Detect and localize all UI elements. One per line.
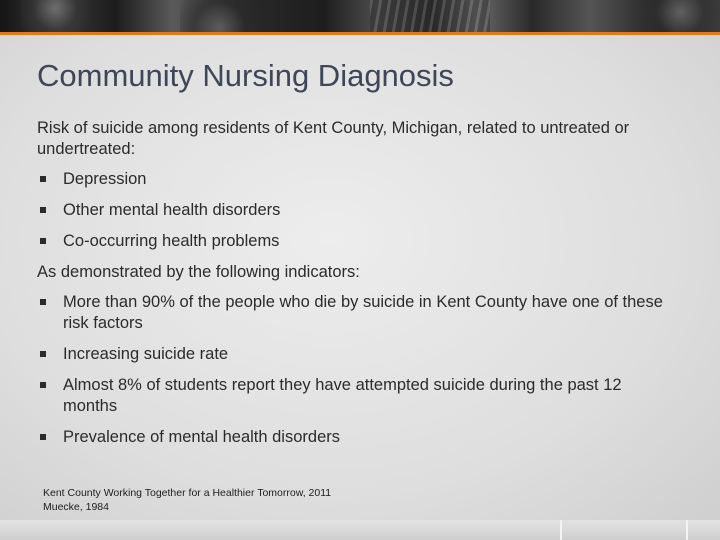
banner-texture xyxy=(370,0,490,32)
banner-texture xyxy=(610,0,720,32)
square-bullet-icon xyxy=(40,176,46,182)
risk-factor-item xyxy=(37,200,677,221)
risk-factor-label: Other mental health disorders xyxy=(63,201,281,219)
accent-rule xyxy=(0,32,720,35)
indicator-label: More than 90% of the people who die by suicide in Kent County have one of these risk factors xyxy=(63,293,663,332)
risk-factor-label: Co-occurring health problems xyxy=(63,232,280,250)
risk-factor-item xyxy=(37,169,677,190)
square-bullet-icon xyxy=(40,238,46,244)
indicator-item xyxy=(37,375,677,417)
square-bullet-icon xyxy=(40,299,46,305)
footer-segment xyxy=(562,520,686,540)
indicator-label: Increasing suicide rate xyxy=(63,345,229,363)
footer-segment xyxy=(688,520,720,540)
indicator-label: Almost 8% of students report they have attempted suicide during the past 12 months xyxy=(63,376,622,415)
square-bullet-icon xyxy=(40,434,46,440)
header-banner-image xyxy=(0,0,720,32)
slide-title: Community Nursing Diagnosis xyxy=(37,58,454,93)
reference-line: Kent County Working Together for a Healthier Tomorrow, 2011 xyxy=(43,487,332,499)
references xyxy=(43,486,331,514)
footer-decoration xyxy=(0,520,720,540)
risk-factor-label: Depression xyxy=(63,170,147,188)
indicator-item xyxy=(37,292,677,334)
square-bullet-icon xyxy=(40,382,46,388)
slide-body xyxy=(37,118,677,458)
footer-segment xyxy=(0,520,560,540)
risk-factor-item xyxy=(37,231,677,252)
square-bullet-icon xyxy=(40,351,46,357)
indicator-label: Prevalence of mental health disorders xyxy=(63,428,340,446)
banner-texture xyxy=(180,0,270,32)
indicator-item xyxy=(37,344,677,365)
reference-line: Muecke, 1984 xyxy=(43,501,109,513)
intro-text: Risk of suicide among residents of Kent County, Michigan, related to untreated or undertreated: xyxy=(37,119,630,158)
indicator-item xyxy=(37,427,677,448)
indicators-intro-text: As demonstrated by the following indicators: xyxy=(37,263,360,281)
square-bullet-icon xyxy=(40,207,46,213)
banner-texture xyxy=(20,0,90,32)
